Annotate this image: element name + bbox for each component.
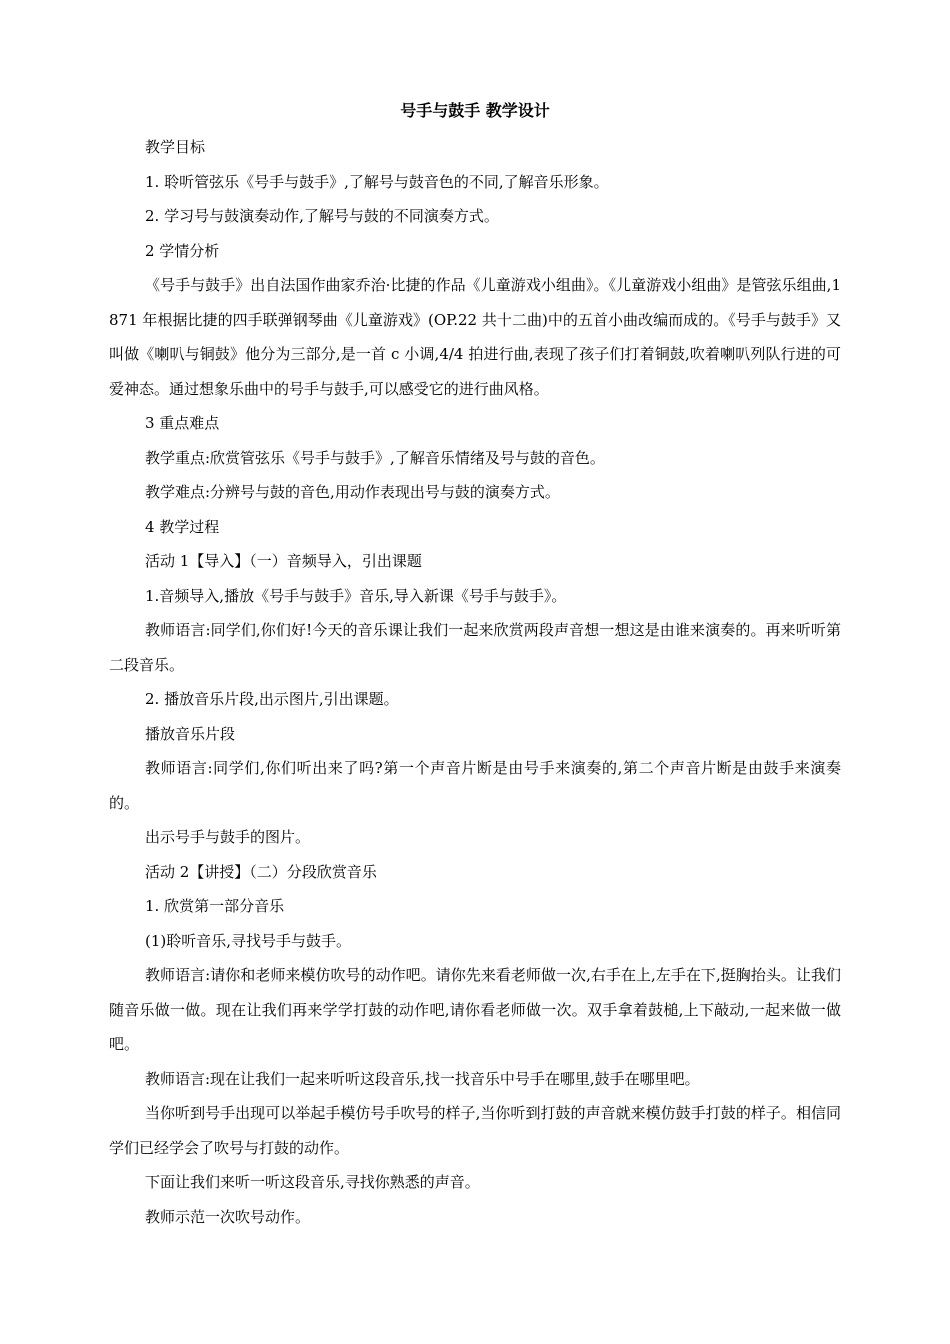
body-paragraph: 1. 欣赏第一部分音乐 — [145, 897, 285, 915]
body-paragraph: 出示号手与鼓手的图片。 — [145, 828, 311, 846]
body-paragraph: 下面让我们来听一听这段音乐,寻找你熟悉的声音。 — [145, 1173, 480, 1191]
body-paragraph: 2. 播放音乐片段,出示图片,引出课题。 — [145, 690, 399, 708]
body-paragraph: 当你听到号手出现可以举起手模仿号手吹号的样子,当你听到打鼓的声音就来模仿鼓手打鼓的样子。相信同学们已经学会了吹号与打鼓的动作。 — [109, 1104, 841, 1157]
activity-heading: 活动 1【导入】（一）音频导入，引出课题 — [145, 552, 422, 570]
difficulty-paragraph: 教学难点:分辨号与鼓的音色,用动作表现出号与鼓的演奏方式。 — [145, 483, 560, 501]
objective-item: 1. 聆听管弦乐《号手与鼓手》,了解号与鼓音色的不同,了解音乐形象。 — [145, 172, 609, 191]
objective-item: 2. 学习号与鼓演奏动作,了解号与鼓的不同演奏方式。 — [145, 207, 499, 225]
document-body — [109, 130, 841, 1234]
section-heading-key-points: 3 重点难点 — [145, 414, 220, 432]
body-paragraph: 教师语言:同学们,你们好!今天的音乐课让我们一起来欣赏两段声音想一想这是由谁来演奏的。再来听听第二段音乐。 — [109, 621, 841, 674]
body-paragraph: 1.音频导入,播放《号手与鼓手》音乐,导入新课《号手与鼓手》。 — [145, 586, 567, 605]
activity-heading: 活动 2【讲授】（二）分段欣赏音乐 — [145, 862, 377, 881]
body-paragraph: 播放音乐片段 — [145, 724, 236, 743]
document-title: 号手与鼓手 教学设计 — [400, 101, 550, 120]
body-paragraph: 教师语言:现在让我们一起来听听这段音乐,找一找音乐中号手在哪里,鼓手在哪里吧。 — [145, 1069, 700, 1088]
section-heading-analysis: 2 学情分析 — [145, 241, 220, 260]
section-heading-process: 4 教学过程 — [145, 517, 220, 536]
analysis-paragraph: 《号手与鼓手》出自法国作曲家乔治·比捷的作品《儿童游戏小组曲》。《儿童游戏小组曲》是管弦乐组曲,1871 年根据比捷的四手联弹钢琴曲《儿童游戏》(OP.22 共十二曲)中的五首小曲改编而成的。《号手与鼓手》又叫做《喇叭与铜鼓》他分为三部分,是一首 c 小调,4/4 拍进行曲,表现了孩子们打着铜鼓,吹着喇叭列队行进的可爱神态。通过想象乐曲中的号手与鼓手,可以感受它的进行曲风格。 — [109, 276, 841, 398]
body-paragraph: 教师语言:同学们,你们听出来了吗?第一个声音片断是由号手来演奏的,第二个声音片断是由鼓手来演奏的。 — [109, 759, 841, 812]
key-point-paragraph: 教学重点:欣赏管弦乐《号手与鼓手》,了解音乐情绪及号与鼓的音色。 — [145, 448, 605, 467]
body-paragraph: 教师示范一次吹号动作。 — [145, 1207, 311, 1226]
body-paragraph: 教师语言:请你和老师来模仿吹号的动作吧。请你先来看老师做一次,右手在上,左手在下,挺胸抬头。让我们随音乐做一做。现在让我们再来学学打鼓的动作吧,请你看老师做一次。双手拿着鼓槌,上下敲动,一起来做一做吧。 — [109, 966, 841, 1053]
section-heading-objectives: 教学目标 — [145, 138, 206, 156]
body-paragraph: (1)聆听音乐,寻找号手与鼓手。 — [145, 931, 352, 950]
